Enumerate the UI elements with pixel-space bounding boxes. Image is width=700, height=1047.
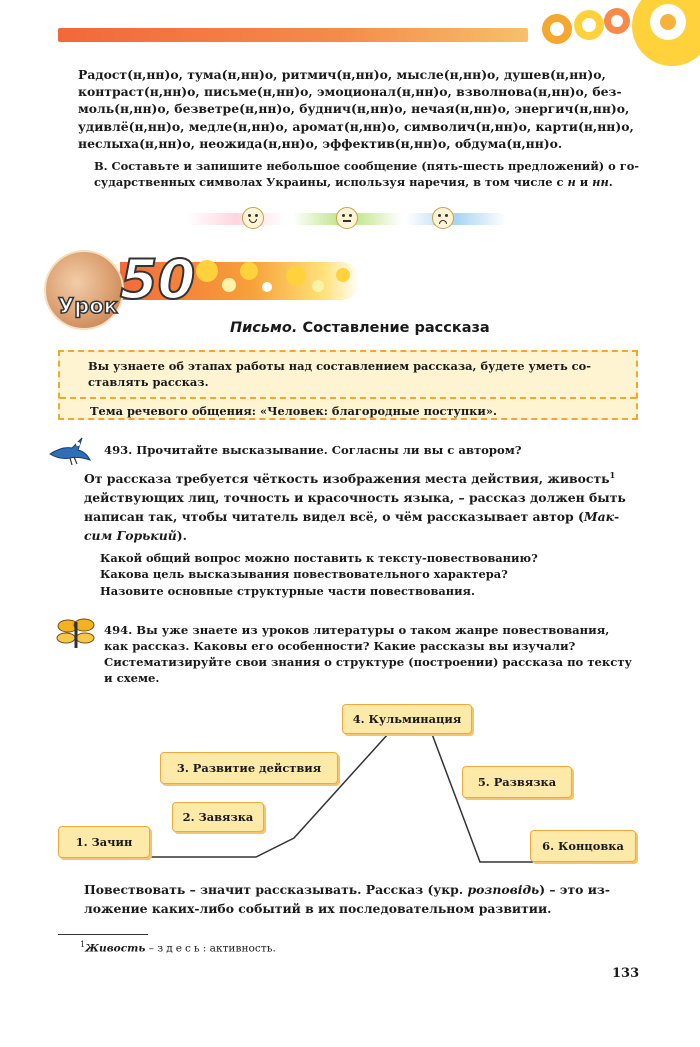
lesson-title: Письмо. Составление рассказа bbox=[230, 320, 490, 336]
goals-theme: Тема речевого общения: «Человек: благородные поступки». bbox=[90, 404, 497, 418]
definition-text: Повествовать – значит рассказывать. Рассказ (укр. розповідь) – это из- ложение каких-либо событий в их последовательном развитии. bbox=[84, 882, 610, 916]
word-line: контраст(н,нн)о, письме(н,нн)о, эмоционал(н,нн)о, взволнова(н,нн)о, без- bbox=[78, 84, 622, 100]
question-item: Какова цель высказывания повествовательного характера? bbox=[100, 567, 508, 582]
goals-text: Вы узнаете об этапах работы над составлением рассказа, будете уметь со- ставлять рассказ. bbox=[88, 359, 591, 390]
footnote: $^1$Живость – здесь: активность. bbox=[80, 940, 276, 955]
stage-climax: 4. Кульминация bbox=[342, 704, 472, 734]
stage-resolution: 5. Развязка bbox=[462, 766, 572, 798]
question-item: Назовите основные структурные части повествования. bbox=[100, 583, 475, 598]
stage-setup: 2. Завязка bbox=[172, 802, 264, 832]
lesson-label: Урок bbox=[58, 294, 118, 318]
task-v-line2: сударственных символах Украины, используя наречия, в том числе с н и нн. bbox=[94, 175, 613, 190]
page-number: 133 bbox=[612, 966, 640, 981]
ex493-heading: 493. Прочитайте высказывание. Согласны ли вы с автором? bbox=[104, 443, 522, 457]
word-line: удивлё(н,нн)о, медле(н,нн)о, аромат(н,нн)о, символич(н,нн)о, карти(н,нн)о, bbox=[78, 118, 634, 134]
footnote-rule bbox=[58, 934, 148, 935]
question-item: Какой общий вопрос можно поставить к тексту-повествованию? bbox=[100, 551, 538, 565]
ex493-quote: От рассказа требуется чёткость изображения места действия, живость$^1$ действующих лиц, точность и красочность языка, – рассказ должен быть написан так, чтобы читатель видел всё, о чём рассказывает автор (Мак- сим Горький). bbox=[84, 470, 626, 544]
ex494-text: 494. Вы уже знаете из уроков литературы о таком жанре повествования, как рассказ. Каковы его особенности? Какие рассказы вы изучали? Систематизируйте свои знания о структуре (построении) рассказа по тексту и схеме. bbox=[104, 623, 632, 685]
stage-development: 3. Развитие действия bbox=[160, 752, 338, 784]
stage-ending: 6. Концовка bbox=[530, 830, 636, 862]
word-line: неслыха(н,нн)о, неожида(н,нн)о, эффектив(н,нн)о, обдума(н,нн)о. bbox=[78, 135, 563, 151]
word-line: моль(н,нн)о, безветре(н,нн)о, буднич(н,нн)о, нечая(н,нн)о, энергич(н,нн)о, bbox=[78, 101, 630, 117]
task-v-line1: В. Составьте и запишите небольшое сообщение (пять-шесть предложений) о го- bbox=[94, 159, 640, 173]
stage-opening: 1. Зачин bbox=[58, 826, 150, 858]
word-line: Радост(н,нн)о, тума(н,нн)о, ритмич(н,нн)о, мысле(н,нн)о, душев(н,нн)о, bbox=[78, 67, 606, 82]
lesson-number: 50 bbox=[120, 248, 196, 311]
